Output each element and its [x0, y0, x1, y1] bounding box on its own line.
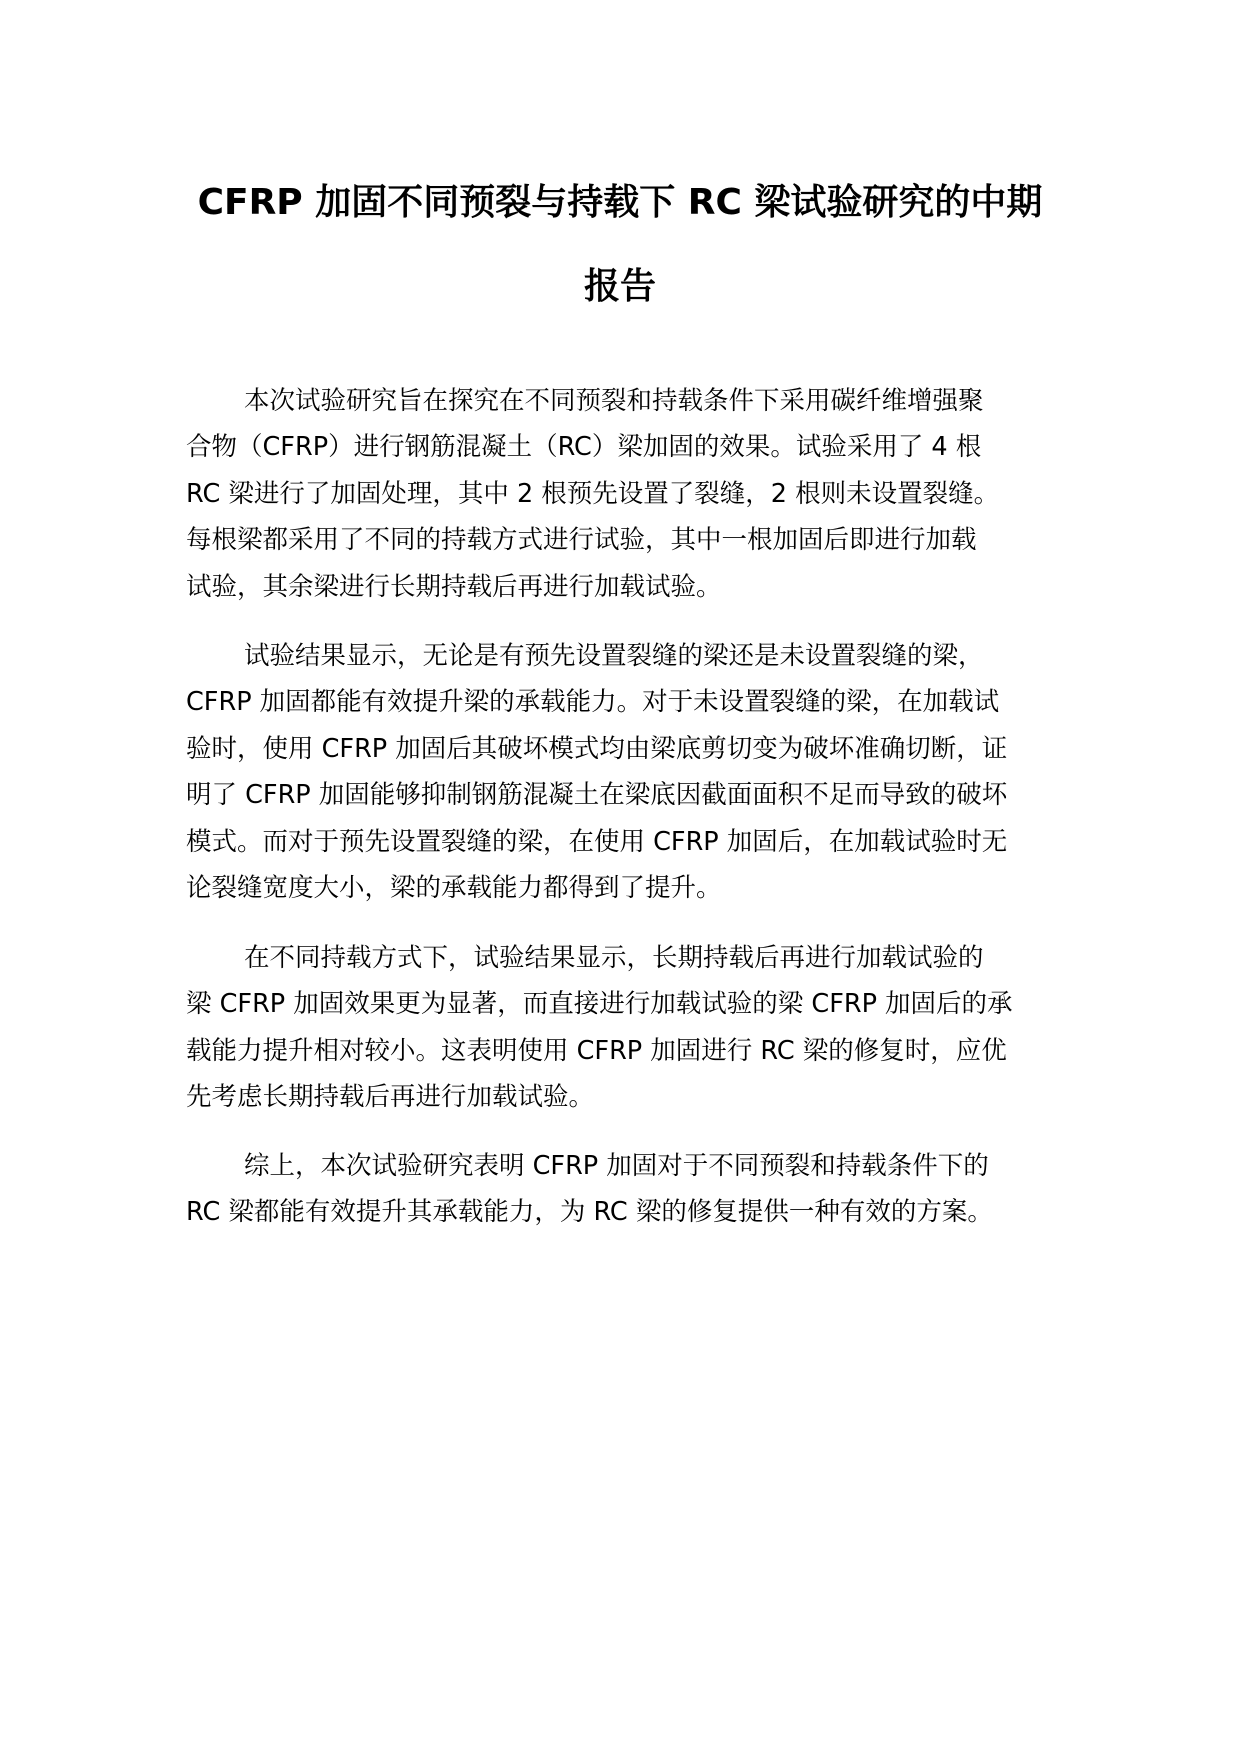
paragraph-line: 合物（CFRP）进行钢筋混凝土（RC）梁加固的效果。试验采用了 4 根: [186, 432, 982, 463]
paragraph-line: 本次试验研究旨在探究在不同预裂和持载条件下采用碳纤维增强聚: [244, 386, 984, 416]
paragraph-line: 先考虑长期持载后再进行加载试验。: [186, 1082, 595, 1113]
paragraph-line: 在不同持载方式下，试验结果显示，长期持载后再进行加载试验的: [244, 943, 984, 973]
paragraph-line: 模式。而对于预先设置裂缝的梁，在使用 CFRP 加固后，在加载试验时无: [186, 826, 1008, 857]
paragraph-line: 试验结果显示，无论是有预先设置裂缝的梁还是未设置裂缝的梁，: [244, 641, 984, 671]
paragraph-1: [186, 378, 1066, 610]
paragraph-line: 梁 CFRP 加固效果更为显著，而直接进行加载试验的梁 CFRP 加固后的承: [186, 989, 1013, 1020]
document-title-line-1: CFRP 加固不同预裂与持载下 RC 梁试验研究的中期: [197, 182, 1043, 223]
paragraph-line: 验时，使用 CFRP 加固后其破坏模式均由梁底剪切变为破坏准确切断，证: [186, 733, 1008, 764]
paragraph-line: 综上，本次试验研究表明 CFRP 加固对于不同预裂和持载条件下的: [244, 1151, 989, 1181]
paragraph-line: 每根梁都采用了不同的持载方式进行试验，其中一根加固后即进行加载: [186, 525, 977, 556]
document-title-line-2: 报告: [583, 266, 656, 307]
paragraph-line: RC 梁都能有效提升其承载能力，为 RC 梁的修复提供一种有效的方案。: [186, 1197, 993, 1228]
paragraph-line: 明了 CFRP 加固能够抑制钢筋混凝土在梁底因截面面积不足而导致的破坏: [186, 780, 1008, 811]
paragraph-line: 试验，其余梁进行长期持载后再进行加载试验。: [186, 571, 722, 602]
paragraph-line: 载能力提升相对较小。这表明使用 CFRP 加固进行 RC 梁的修复时，应优: [186, 1035, 1007, 1066]
paragraph-3: [186, 935, 1066, 1121]
paragraph-line: RC 梁进行了加固处理，其中 2 根预先设置了裂缝，2 根则未设置裂缝。: [186, 478, 1000, 509]
paragraph-2: [186, 633, 1066, 911]
paragraph-4: [186, 1143, 1066, 1236]
paragraph-line: CFRP 加固都能有效提升梁的承载能力。对于未设置裂缝的梁，在加载试: [186, 687, 1000, 718]
paragraph-line: 论裂缝宽度大小，梁的承载能力都得到了提升。: [186, 872, 722, 903]
